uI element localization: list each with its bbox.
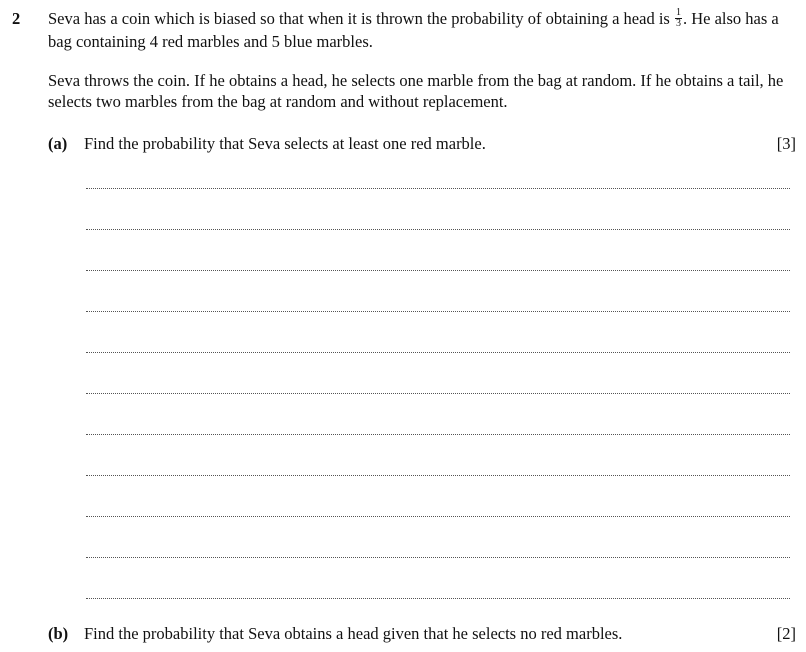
answer-line[interactable] — [86, 393, 790, 394]
question-paragraph-1 — [48, 8, 798, 52]
answer-line[interactable] — [86, 557, 790, 558]
answer-line[interactable] — [86, 270, 790, 271]
part-b-label: (b) — [48, 624, 69, 643]
fraction-numerator: 1 — [675, 6, 681, 18]
part-b-marks: [2] — [776, 624, 796, 643]
answer-line[interactable] — [86, 352, 790, 353]
answer-line[interactable] — [86, 598, 790, 599]
part-a — [48, 133, 796, 154]
paragraph-1-text-start: Seva has a coin which is biased so that when it is thrown the probability of obtaining a head is — [48, 9, 674, 28]
part-b-text: Find the probability that Seva obtains a head given that he selects no red marbles. — [84, 624, 623, 643]
answer-line[interactable] — [86, 516, 790, 517]
part-a-label: (a) — [48, 134, 68, 153]
answer-line[interactable] — [86, 311, 790, 312]
fraction-denominator: 3 — [675, 17, 681, 29]
answer-line[interactable] — [86, 434, 790, 435]
question-paragraph-2: Seva throws the coin. If he obtains a head, he selects one marble from the bag at random. If he obtains a tail, he selects two marbles from the bag at random and without replacement. — [48, 71, 784, 111]
question-number: 2 — [12, 9, 21, 28]
part-a-marks: [3] — [776, 134, 796, 153]
answer-line[interactable] — [86, 229, 790, 230]
answer-line[interactable] — [86, 188, 790, 189]
answer-line[interactable] — [86, 475, 790, 476]
probability-fraction — [675, 8, 682, 29]
part-a-text: Find the probability that Seva selects at least one red marble. — [84, 134, 486, 153]
paragraph-1-text-end: . He also has a bag containing 4 red marbles and 5 blue marbles. — [48, 9, 779, 51]
part-b — [48, 623, 796, 644]
